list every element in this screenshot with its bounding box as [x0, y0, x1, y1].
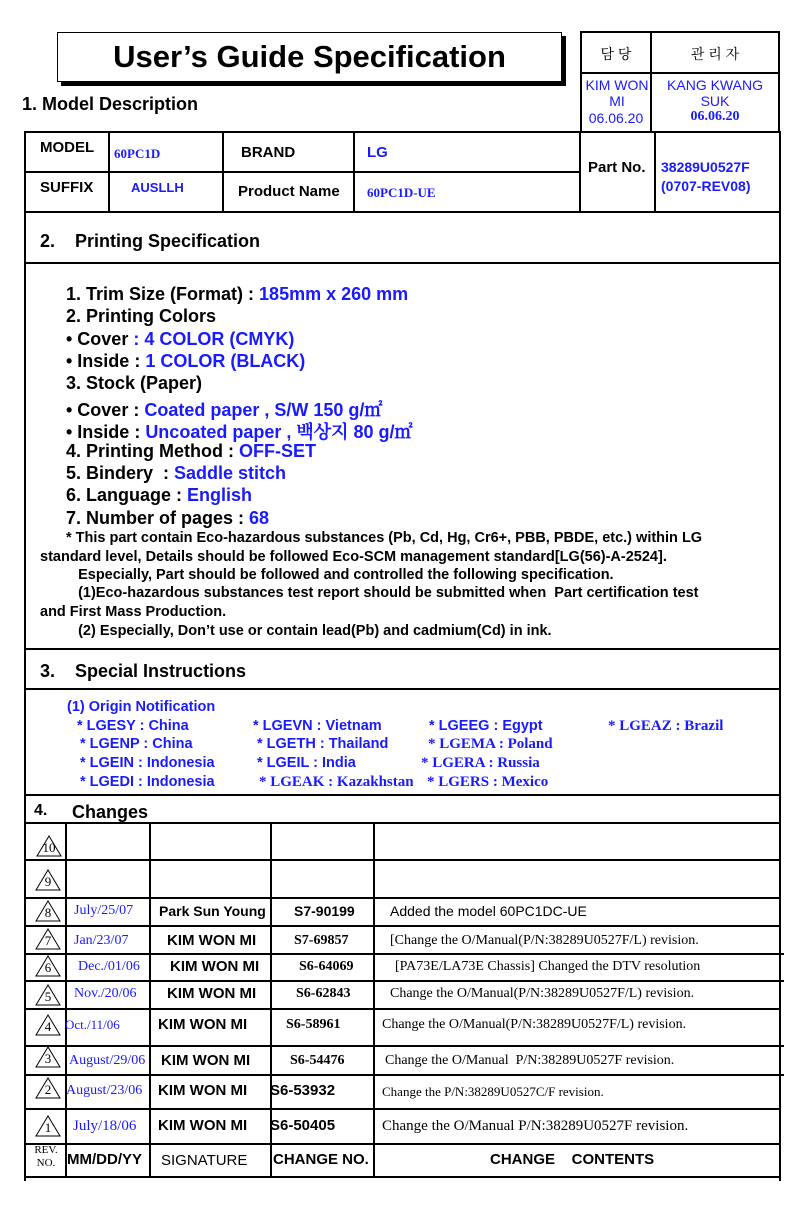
bindery: 5. Bindery : Saddle stitch	[66, 463, 287, 483]
revision-triangle-icon	[35, 984, 61, 1006]
origin-item: * LGEIL : India	[257, 755, 356, 771]
revision-number: 2	[44, 1082, 52, 1097]
revision-triangle-icon	[35, 869, 61, 891]
change-contents: Added the model 60PC1DC-UE	[390, 903, 587, 919]
approval-col1-date: 06.06.20	[588, 110, 644, 126]
revision-number: 8	[44, 905, 52, 920]
revision-triangle-icon	[35, 900, 61, 922]
change-signature: KIM WON MI	[167, 932, 257, 949]
stock-paper: 3. Stock (Paper)	[66, 373, 203, 393]
change-date: Nov./20/06	[74, 986, 137, 1001]
cover-colors-value: : 4 COLOR (CMYK)	[133, 329, 295, 349]
origin-item: * LGEDI : Indonesia	[80, 774, 215, 790]
change-number: S6-64069	[299, 959, 354, 974]
revision-triangle-icon	[35, 1115, 61, 1137]
number-of-pages: 7. Number of pages : 68	[66, 508, 270, 528]
section-special-instructions: 3. Special Instructions	[40, 661, 247, 681]
revision-number: 9	[44, 874, 52, 889]
product-name-label: Product Name	[238, 183, 340, 200]
part-no-revision: (0707-REV08)	[661, 178, 751, 194]
stock-inside-value: Uncoated paper , 백상지 80 g/㎡	[145, 422, 413, 442]
printing-method: 4. Printing Method : OFF-SET	[66, 441, 316, 461]
change-contents: Change the O/Manual(P/N:38289U0527F/L) revision.	[390, 986, 695, 1001]
approval-col1-head: 담 당	[600, 46, 632, 62]
change-date: Dec./01/06	[78, 959, 140, 974]
eco-note-4: (1)Eco-hazardous substances test report should be submitted when Part certification test	[66, 585, 699, 601]
revision-triangle-icon	[35, 928, 61, 950]
product-name-value: 60PC1D-UE	[367, 185, 436, 200]
footer-change-no: CHANGE NO.	[273, 1151, 369, 1168]
document-title: User’s Guide Specification	[113, 39, 506, 74]
part-no-value: 38289U0527F	[661, 159, 750, 175]
footer-signature: SIGNATURE	[161, 1152, 248, 1169]
revision-number: 1	[44, 1120, 52, 1135]
revision-triangle-icon	[35, 1077, 61, 1099]
change-contents: [PA73E/LA73E Chassis] Changed the DTV resolution	[395, 959, 701, 974]
trim-size-value: 185mm x 260 mm	[259, 284, 409, 304]
change-date: August/23/06	[66, 1083, 143, 1098]
inside-colors-value: 1 COLOR (BLACK)	[145, 351, 306, 371]
change-signature: KIM WON MI	[170, 958, 260, 975]
footer-contents: CHANGE CONTENTS	[490, 1151, 655, 1168]
revision-number: 7	[44, 933, 52, 948]
revision-triangle-icon	[35, 1046, 61, 1068]
change-signature: KIM WON MI	[158, 1082, 248, 1099]
change-number: S6-58961	[286, 1017, 341, 1032]
language-value: English	[187, 485, 253, 505]
revision-number: 4	[44, 1019, 52, 1034]
origin-item: * LGETH : Thailand	[257, 736, 389, 752]
origin-item: * LGEMA : Poland	[428, 736, 553, 752]
change-date: Jan/23/07	[74, 933, 129, 948]
revision-number: 10	[42, 840, 56, 855]
stock-cover: • Cover : Coated paper , S/W 150 g/㎡	[66, 400, 383, 420]
eco-note-1: * This part contain Eco-hazardous substances (Pb, Cd, Hg, Cr6+, PBB, PBDE, etc.) within LG	[66, 530, 703, 546]
revision-triangle-icon	[35, 1014, 61, 1036]
change-date: July/25/07	[74, 903, 134, 918]
footer-rev-no: REV. NO.	[34, 1144, 58, 1169]
brand-value: LG	[367, 144, 388, 161]
change-number: S6-54476	[290, 1053, 345, 1068]
eco-note-2: standard level, Details should be followed Eco-SCM management standard[LG(56)-A-2524].	[40, 549, 667, 565]
origin-item: * LGEAZ : Brazil	[608, 718, 724, 734]
origin-item: * LGERS : Mexico	[427, 774, 549, 790]
change-contents: Change the O/Manual P/N:38289U0527F revision.	[385, 1053, 675, 1068]
approval-col2-name: KANG KWANG SUK	[667, 77, 763, 109]
printing-method-value: OFF-SET	[239, 441, 316, 461]
change-signature: KIM WON MI	[158, 1016, 248, 1033]
change-signature: Park Sun Young	[159, 903, 266, 919]
eco-note-6: (2) Especially, Don’t use or contain lead(Pb) and cadmium(Cd) in ink.	[66, 623, 552, 639]
change-contents: Change the P/N:38289U0527C/F revision.	[382, 1084, 604, 1099]
revision-number: 3	[44, 1051, 52, 1066]
title-box	[57, 32, 562, 82]
bindery-value: Saddle stitch	[174, 463, 287, 483]
change-signature: KIM WON MI	[161, 1052, 251, 1069]
section-printing-spec: 2. Printing Specification	[40, 231, 261, 251]
change-signature: KIM WON MI	[167, 985, 257, 1002]
printing-colors: 2. Printing Colors	[66, 306, 217, 326]
part-no-label: Part No.	[588, 159, 646, 176]
revision-number: 5	[44, 989, 52, 1004]
eco-note-5: and First Mass Production.	[40, 604, 227, 620]
change-contents: Change the O/Manual P/N:38289U0527F revision.	[382, 1118, 689, 1134]
origin-item: * LGEEG : Egypt	[429, 718, 543, 734]
change-number: S6-53932	[270, 1082, 336, 1099]
section-changes-title: Changes	[72, 802, 149, 822]
stock-inside: • Inside : Uncoated paper , 백상지 80 g/㎡	[66, 422, 413, 442]
change-number: S7-90199	[294, 903, 355, 919]
change-number: S7-69857	[294, 933, 349, 948]
origin-item: * LGERA : Russia	[421, 755, 540, 771]
change-signature: KIM WON MI	[158, 1117, 248, 1134]
revision-triangle-icon	[36, 835, 62, 857]
approval-col2-head: 관 리 자	[690, 46, 740, 62]
footer-date: MM/DD/YY	[67, 1151, 142, 1168]
revision-number: 6	[44, 960, 52, 975]
change-contents: Change the O/Manual(P/N:38289U0527F/L) revision.	[382, 1017, 687, 1032]
origin-item: * LGEAK : Kazakhstan	[259, 774, 414, 790]
approval-col1-name: KIM WON MI	[585, 77, 649, 109]
suffix-value: AUSLLH	[131, 180, 184, 195]
change-number: S6-62843	[296, 986, 351, 1001]
trim-size: 1. Trim Size (Format) : 185mm x 260 mm	[66, 284, 409, 304]
change-date: Oct./11/06	[65, 1017, 120, 1032]
revision-triangle-icon	[35, 955, 61, 977]
change-date: August/29/06	[69, 1053, 146, 1068]
model-value: 60PC1D	[114, 146, 161, 161]
change-date: July/18/06	[73, 1118, 137, 1134]
section-model-description: 1. Model Description	[22, 94, 199, 114]
section-changes-number: 4.	[34, 802, 48, 819]
model-label: MODEL	[40, 139, 95, 156]
cover-colors: • Cover : 4 COLOR (CMYK)	[66, 329, 295, 349]
suffix-label: SUFFIX	[40, 179, 94, 196]
origin-item: * LGENP : China	[80, 736, 193, 752]
origin-item: * LGEIN : Indonesia	[80, 755, 215, 771]
change-number: S6-50405	[270, 1117, 336, 1134]
origin-item: * LGEVN : Vietnam	[253, 718, 382, 734]
eco-note-3: Especially, Part should be followed and controlled the following specification.	[66, 567, 614, 583]
language: 6. Language : English	[66, 485, 253, 505]
origin-item: * LGESY : China	[77, 718, 189, 734]
inside-colors: • Inside : 1 COLOR (BLACK)	[66, 351, 306, 371]
brand-label: BRAND	[241, 144, 296, 161]
stock-cover-value: Coated paper , S/W 150 g/㎡	[144, 400, 383, 420]
change-contents: [Change the O/Manual(P/N:38289U0527F/L) revision.	[390, 933, 699, 948]
approval-col2-date: 06.06.20	[690, 109, 740, 124]
number-of-pages-value: 68	[249, 508, 270, 528]
origin-title: (1) Origin Notification	[67, 699, 216, 715]
